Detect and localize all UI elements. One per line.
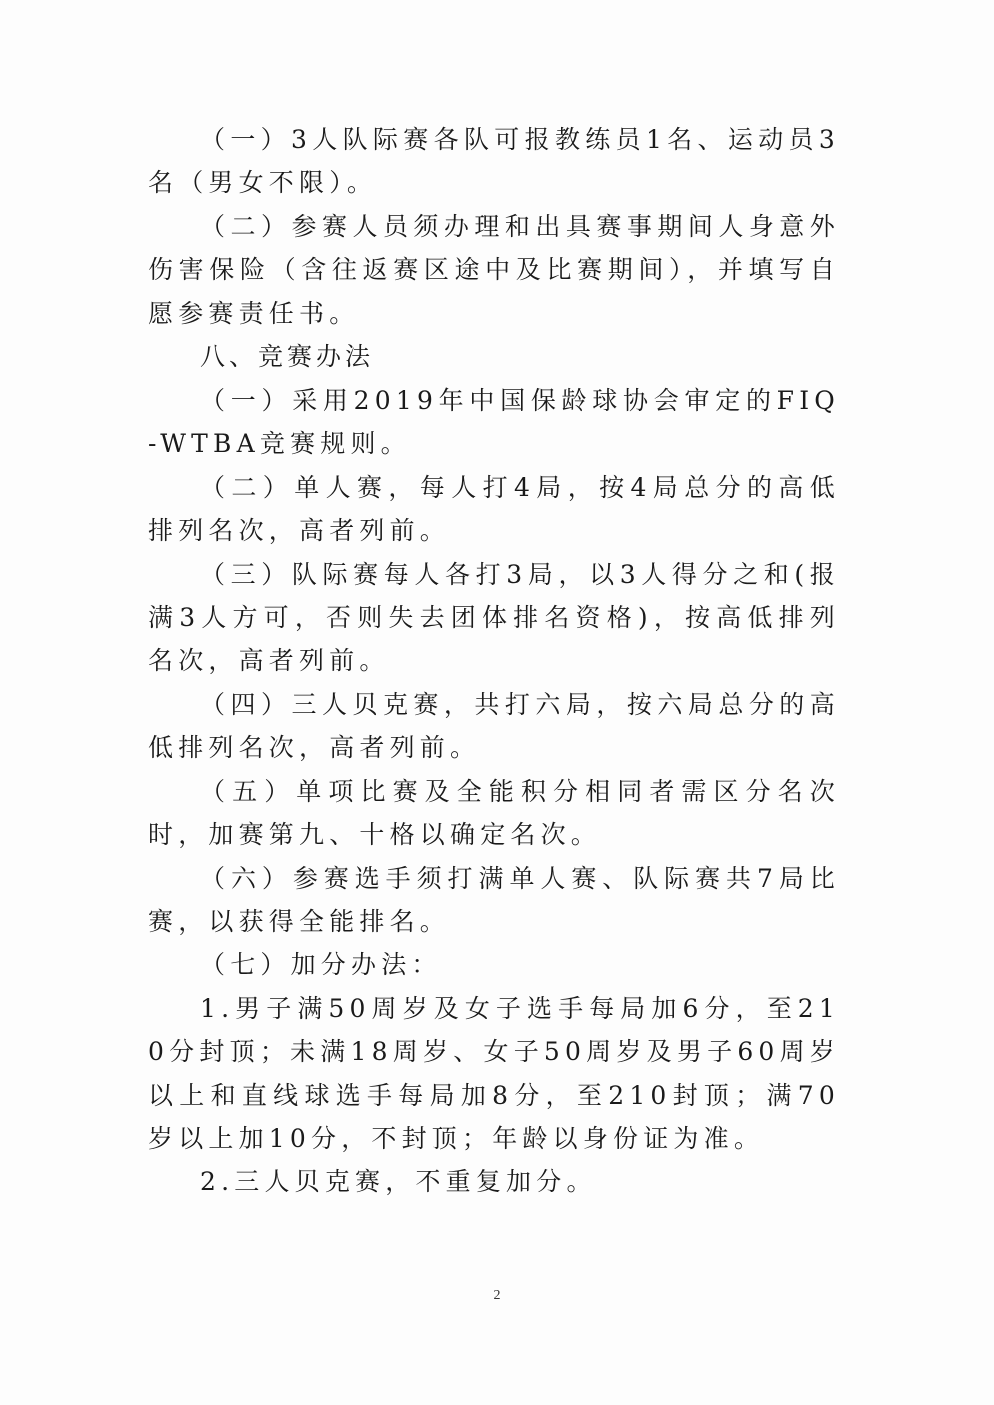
document-body [148, 118, 840, 1204]
paragraph-baker: （四）三人贝克赛，共打六局，按六局总分的高低排列名次，高者列前。 [148, 689, 840, 763]
paragraph-team-event: （三）队际赛每人各打3局，以3人得分之和(报满3人方可，否则失去团体排名资格)，按高低排列名次，高者列前。 [148, 559, 840, 676]
paragraph-tiebreak: （五）单项比赛及全能积分相同者需区分名次时，加赛第九、十格以确定名次。 [148, 776, 840, 850]
paragraph-bonus-rule-1: 1.男子满50周岁及女子选手每局加6分，至210分封顶；未满18周岁、女子50周岁及男子60周岁以上和直线球选手每局加8分，至210封顶；满70岁以上加10分，不封顶；年龄以身份证为准。 [148, 993, 840, 1153]
page-number: 2 [493, 1288, 501, 1303]
paragraph-all-events: （六）参赛选手须打满单人赛、队际赛共7局比赛，以获得全能排名。 [148, 863, 840, 936]
paragraph-rules: （一）采用2019年中国保龄球协会审定的FIQ-WTBA竞赛规则。 [148, 386, 840, 459]
paragraph-team-registration: （一）3人队际赛各队可报教练员1名、运动员3名（男女不限）。 [148, 125, 840, 198]
paragraph-insurance: （二）参赛人员须办理和出具赛事期间人身意外伤害保险（含往返赛区途中及比赛期间），并填写自愿参赛责任书。 [148, 211, 840, 328]
paragraph-singles: （二）单人赛，每人打4局，按4局总分的高低排列名次，高者列前。 [148, 472, 840, 546]
paragraph-bonus-rule-2: 2.三人贝克赛，不重复加分。 [200, 1167, 597, 1197]
paragraph-bonus-title: （七）加分办法： [200, 950, 442, 980]
section-heading-competition-method: 八、竞赛办法 [200, 342, 375, 372]
